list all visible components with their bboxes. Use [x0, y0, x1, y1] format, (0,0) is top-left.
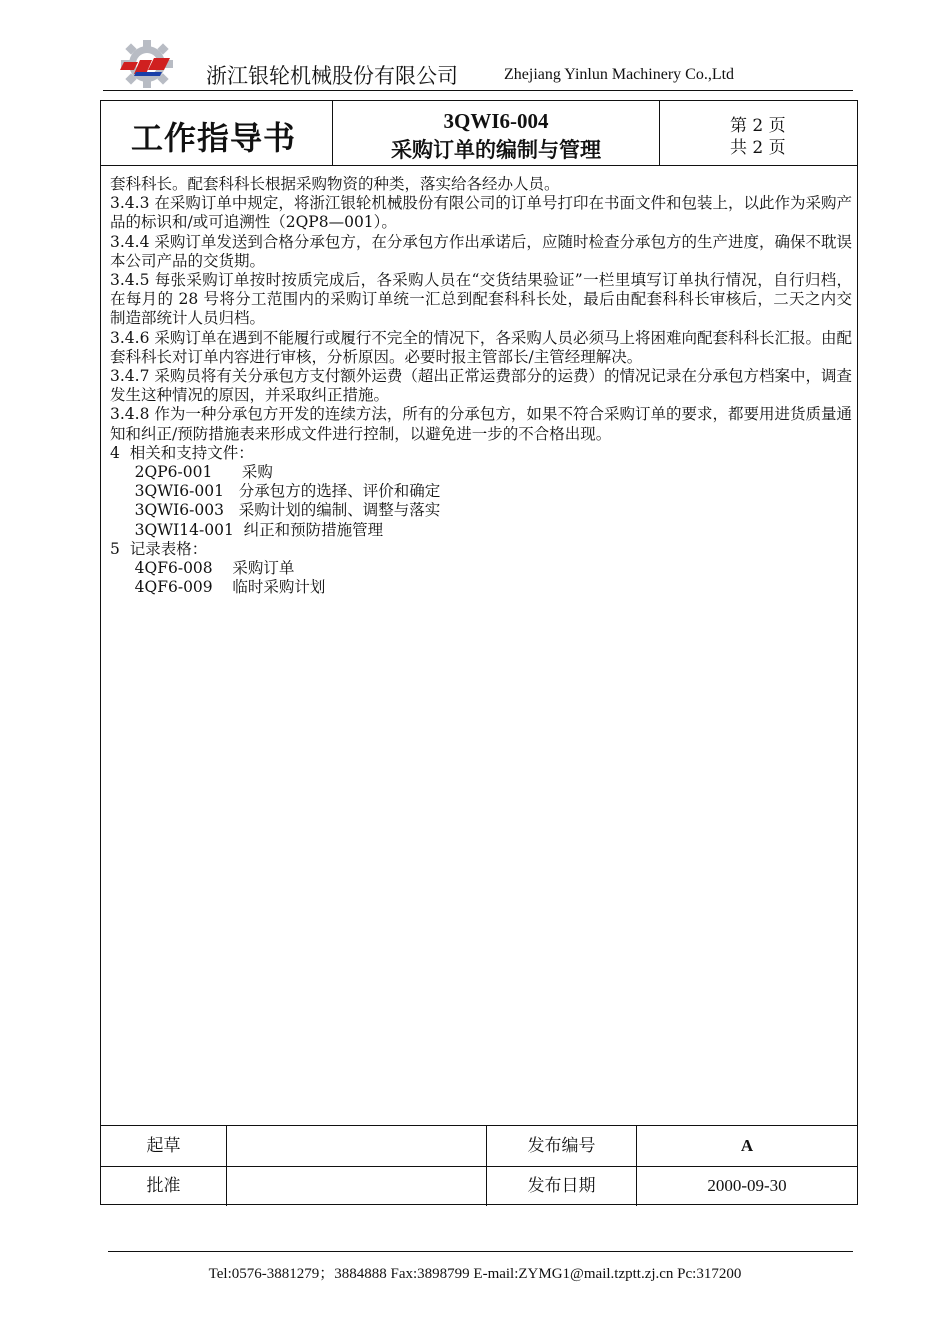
body-paragraph: 套科科长。配套科科长根据采购物资的种类，落实给各经办人员。 — [110, 175, 560, 193]
doc-type: 工作指导书 — [131, 119, 297, 157]
doc-name: 采购订单的编制与管理 — [391, 138, 601, 162]
body-content — [110, 175, 852, 597]
footer-divider — [108, 1251, 853, 1252]
doc-code: 3QWI6-004 — [443, 109, 549, 133]
record-form-item — [110, 559, 852, 578]
signature-row-approve — [101, 1166, 857, 1206]
signature-table — [101, 1125, 857, 1206]
body-paragraph: 3.4.8 作为一种分承包方开发的连续方法，所有的分承包方，如果不符合采购订单的要求，都要用进货质量通知和纠正/预防措施表来形成文件进行控制，以避免进一步的不合格出现。 — [110, 405, 852, 443]
section-5-title: 5 记录表格： — [110, 539, 208, 558]
body-paragraph: 3.4.4 采购订单发送到合格分承包方，在分承包方作出承诺后，应随时检查分承包方的生产进度，确保不耽误本公司产品的交货期。 — [110, 232, 852, 270]
issue-date-value: 2000-09-30 — [707, 1176, 787, 1195]
company-name-cn: 浙江银轮机械股份有限公司 — [206, 64, 458, 88]
body-paragraph: 3.4.7 采购员将有关分承包方支付额外运费（超出正常运费部分的运费）的情况记录在分承包方档案中，调查发生这种情况的原因，并采取纠正措施。 — [110, 367, 852, 405]
header-divider — [103, 90, 853, 91]
body-paragraph: 3.4.5 每张采购订单按时按质完成后，各采购人员在“交货结果验证”一栏里填写订单执行情况，自行归档，在每月的 28 号将分工范围内的采购订单统一汇总到配套科科长处，最后由配套科科长审核后，二天之内交制造部统计人员归档。 — [110, 271, 852, 328]
reference-title: 采购计划的编制、调整与落实 — [238, 501, 441, 520]
page-total: 共 2 页 — [730, 138, 786, 158]
body-paragraph: 3.4.6 采购订单在遇到不能履行或履行不完全的情况下，各采购人员必须马上将困难向配套科科长汇报。由配套科科长对订单内容进行审核，分析原因。必要时报主管部长/主管经理解决。 — [110, 328, 852, 366]
doc-title-cell — [333, 101, 660, 165]
page-header — [118, 38, 858, 93]
reference-item — [110, 501, 852, 520]
doc-type-cell — [101, 101, 333, 165]
reference-code: 3QWI14-001 — [134, 520, 234, 539]
reference-title: 分承包方的选择、评价和确定 — [238, 482, 441, 501]
company-logo-icon — [118, 38, 176, 90]
record-form-code: 4QF6-008 — [134, 559, 213, 578]
footer-contact: Tel:0576-3881279；3884888 Fax:3898799 E-mail:ZYMG1@mail.tzptt.zj.cn Pc:317200 — [208, 1266, 742, 1282]
issue-no-label: 发布编号 — [487, 1126, 637, 1166]
issue-no-value: A — [740, 1136, 754, 1155]
page-info-cell — [660, 101, 857, 165]
reference-code: 3QWI6-003 — [134, 501, 224, 520]
signature-row-draft — [101, 1126, 857, 1167]
record-form-title: 临时采购计划 — [232, 578, 326, 597]
draft-label: 起草 — [101, 1126, 227, 1166]
approve-label: 批准 — [101, 1166, 227, 1206]
draft-value — [227, 1126, 487, 1166]
body-paragraph: 3.4.3 在采购订单中规定，将浙江银轮机械股份有限公司的订单号打印在书面文件和包装上，以此作为采购产品的标识和/或可追溯性（2QP8—001）。 — [110, 194, 852, 232]
company-name-en: Zhejiang Yinlun Machinery Co.,Ltd — [504, 66, 735, 83]
reference-item — [110, 482, 852, 501]
reference-title: 纠正和预防措施管理 — [243, 520, 384, 539]
page-current: 第 2 页 — [730, 116, 786, 136]
reference-code: 3QWI6-001 — [134, 482, 224, 501]
issue-date-label: 发布日期 — [487, 1166, 637, 1206]
reference-title: 采购 — [241, 463, 273, 482]
section-4-title: 4 相关和支持文件： — [110, 443, 254, 462]
record-form-title: 采购订单 — [232, 559, 295, 578]
reference-item — [110, 521, 852, 540]
reference-item — [110, 463, 852, 482]
title-block — [101, 101, 857, 166]
reference-code: 2QP6-001 — [134, 463, 213, 482]
document-frame — [100, 100, 858, 1205]
approve-value — [227, 1166, 487, 1206]
record-form-item — [110, 578, 852, 597]
record-form-code: 4QF6-009 — [134, 578, 213, 597]
